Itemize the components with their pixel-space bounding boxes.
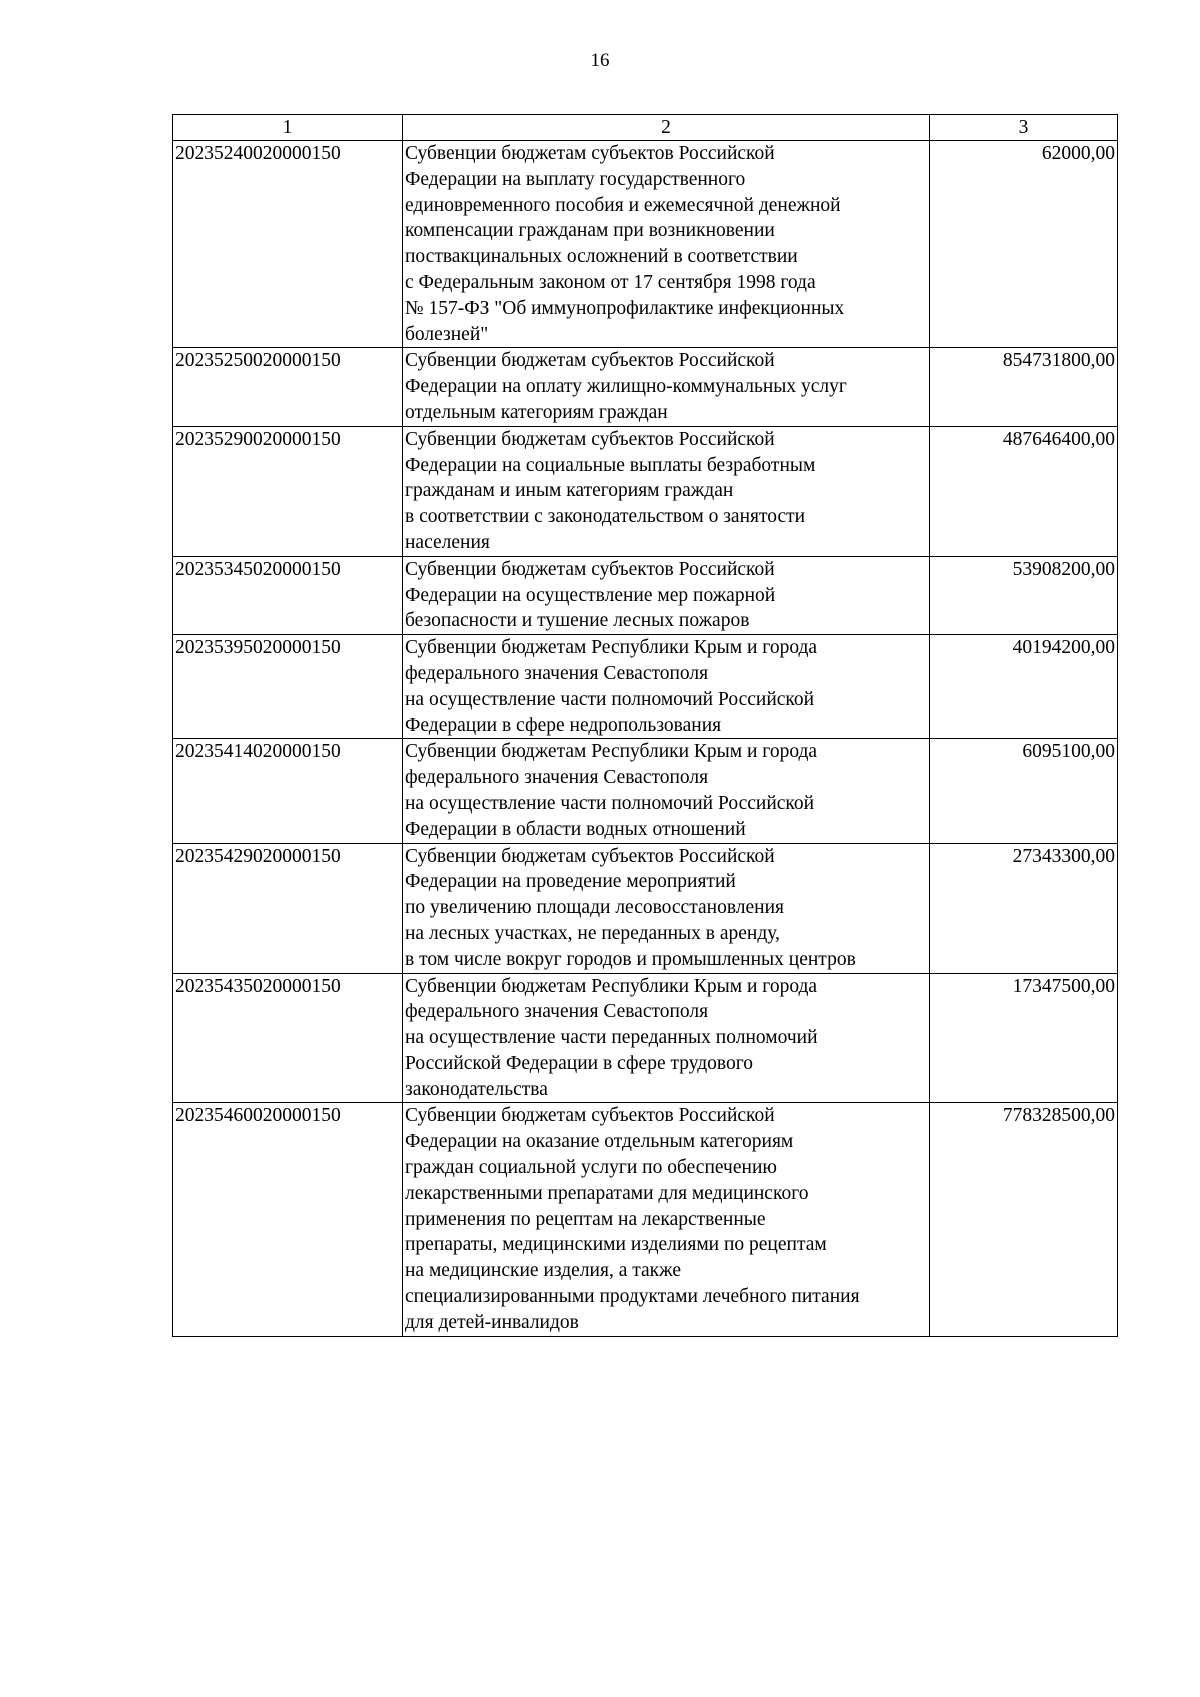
table-row: [173, 141, 1118, 348]
description-line: Субвенции бюджетам субъектов Российской: [405, 845, 775, 867]
table-row: [173, 348, 1118, 426]
description-line: болезней": [405, 323, 489, 345]
description-line: Федерации в сфере недропользования: [405, 714, 722, 736]
amount-cell: 854731800,00: [930, 348, 1118, 426]
income-description-cell: [403, 739, 930, 843]
amount-cell: 6095100,00: [930, 739, 1118, 843]
header-col-1: 1: [173, 115, 403, 141]
description-line: населения: [405, 531, 490, 553]
description-line: на осуществление части полномочий Российской: [405, 688, 815, 710]
description-line: в том числе вокруг городов и промышленных центров: [405, 948, 856, 970]
description-line: федерального значения Севастополя: [405, 767, 709, 789]
description-line: Федерации на проведение мероприятий: [405, 871, 736, 893]
budget-table: [172, 114, 1118, 1337]
amount-cell: 62000,00: [930, 141, 1118, 348]
description-line: единовременного пособия и ежемесячной денежной: [405, 194, 841, 216]
table-row: [173, 1103, 1118, 1336]
description-line: Субвенции бюджетам субъектов Российской: [405, 350, 775, 372]
table-row: [173, 426, 1118, 556]
income-description-cell: [403, 141, 930, 348]
description-line: Субвенции бюджетам субъектов Российской: [405, 143, 775, 164]
table-row: [173, 635, 1118, 739]
description-line: Российской Федерации в сфере трудового: [405, 1052, 754, 1074]
income-code-cell: 20235395020000150: [173, 635, 403, 739]
income-description-cell: [403, 348, 930, 426]
table-row: [173, 973, 1118, 1103]
amount-cell: 17347500,00: [930, 973, 1118, 1103]
income-code-cell: 20235250020000150: [173, 348, 403, 426]
description-line: Субвенции бюджетам Республики Крым и города: [405, 637, 818, 659]
description-line: по увеличению площади лесовосстановления: [405, 897, 784, 919]
header-col-3: 3: [930, 115, 1118, 141]
description-line: Федерации на социальные выплаты безработным: [405, 454, 816, 476]
description-line: применения по рецептам на лекарственные: [405, 1208, 766, 1230]
income-code-cell: 20235414020000150: [173, 739, 403, 843]
table-body: [173, 141, 1118, 1337]
description-line: Федерации на оплату жилищно-коммунальных услуг: [405, 376, 847, 398]
description-line: № 157-ФЗ "Об иммунопрофилактике инфекционных: [405, 297, 845, 319]
description-line: с Федеральным законом от 17 сентября 1998 года: [405, 271, 816, 293]
income-description-cell: [403, 973, 930, 1103]
description-line: поствакцинальных осложнений в соответствии: [405, 246, 798, 268]
description-line: на лесных участках, не переданных в аренду,: [405, 922, 780, 944]
description-line: в соответствии с законодательством о занятости: [405, 506, 806, 528]
description-line: безопасности и тушение лесных пожаров: [405, 610, 750, 632]
header-row: [173, 115, 1118, 141]
header-col-2: 2: [403, 115, 930, 141]
description-line: Субвенции бюджетам субъектов Российской: [405, 428, 775, 450]
description-line: на медицинские изделия, а также: [405, 1260, 681, 1282]
description-line: Субвенции бюджетам Республики Крым и города: [405, 975, 818, 997]
page-number: 16: [590, 50, 610, 71]
description-line: федерального значения Севастополя: [405, 662, 709, 684]
description-line: Федерации на оказание отдельным категориям: [405, 1131, 794, 1153]
description-line: отдельным категориям граждан: [405, 401, 668, 423]
income-description-cell: [403, 635, 930, 739]
description-line: на осуществление части полномочий Российской: [405, 792, 815, 814]
table-header: [173, 115, 1118, 141]
description-line: для детей-инвалидов: [405, 1311, 579, 1333]
amount-cell: 778328500,00: [930, 1103, 1118, 1336]
income-description-cell: [403, 1103, 930, 1336]
amount-cell: 487646400,00: [930, 426, 1118, 556]
description-line: лекарственными препаратами для медицинского: [405, 1182, 809, 1204]
amount-cell: 27343300,00: [930, 843, 1118, 973]
income-description-cell: [403, 426, 930, 556]
table-row: [173, 739, 1118, 843]
description-line: на осуществление части переданных полномочий: [405, 1027, 818, 1049]
description-line: препараты, медицинскими изделиями по рецептам: [405, 1234, 827, 1256]
description-line: Федерации на выплату государственного: [405, 168, 746, 190]
description-line: граждан социальной услуги по обеспечению: [405, 1157, 777, 1179]
description-line: законодательства: [405, 1078, 548, 1100]
income-code-cell: 20235435020000150: [173, 973, 403, 1103]
income-code-cell: 20235460020000150: [173, 1103, 403, 1336]
description-line: Федерации в области водных отношений: [405, 818, 746, 840]
income-code-cell: 20235429020000150: [173, 843, 403, 973]
description-line: Субвенции бюджетам Республики Крым и города: [405, 741, 818, 763]
description-line: Федерации на осуществление мер пожарной: [405, 584, 776, 606]
income-code-cell: 20235240020000150: [173, 141, 403, 348]
amount-cell: 40194200,00: [930, 635, 1118, 739]
table-row: [173, 843, 1118, 973]
description-line: специализированными продуктами лечебного питания: [405, 1286, 860, 1308]
income-description-cell: [403, 843, 930, 973]
income-description-cell: [403, 556, 930, 634]
description-line: компенсации гражданам при возникновении: [405, 220, 775, 242]
description-line: федерального значения Севастополя: [405, 1001, 709, 1023]
income-code-cell: 20235290020000150: [173, 426, 403, 556]
amount-cell: 53908200,00: [930, 556, 1118, 634]
table-row: [173, 556, 1118, 634]
description-line: Субвенции бюджетам субъектов Российской: [405, 1105, 775, 1127]
income-code-cell: 20235345020000150: [173, 556, 403, 634]
description-line: Субвенции бюджетам субъектов Российской: [405, 558, 775, 580]
description-line: гражданам и иным категориям граждан: [405, 480, 734, 502]
